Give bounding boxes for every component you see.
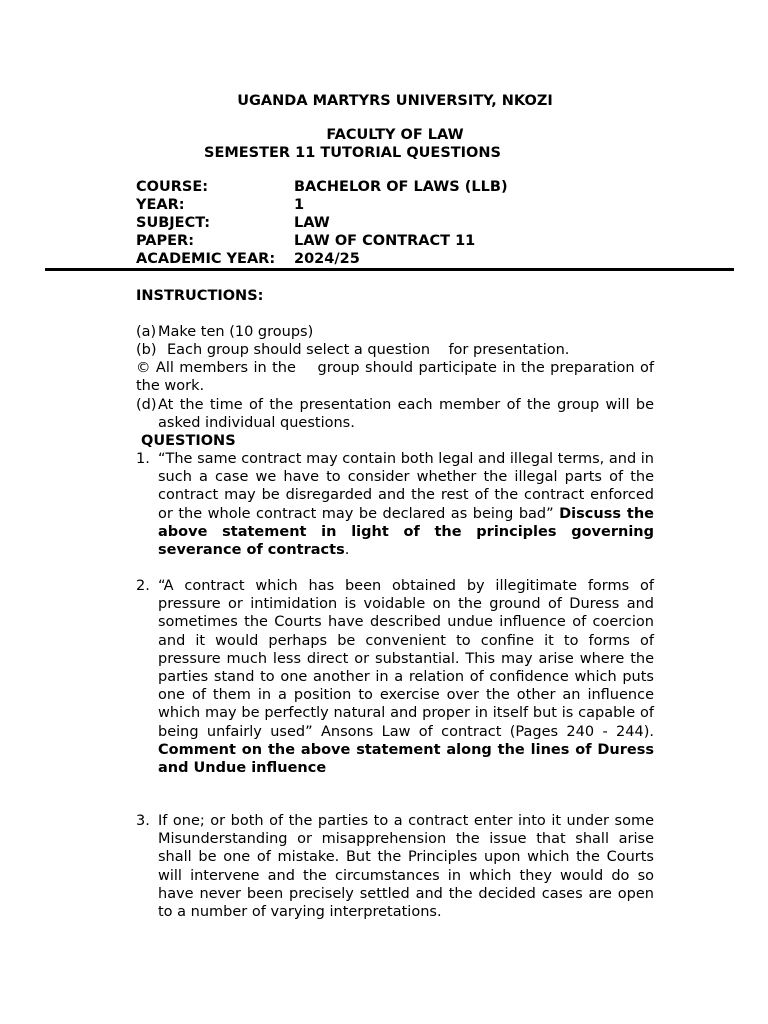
question-2-text: “A contract which has been obtained by illegitimate forms of pressure or intimidation is voidable on the ground of Duress and sometimes the Courts have described undue influence of coercion and it would perhaps be convenient to confine it to forms of pressure much less direct or substantial. This may arise where the parties stand to one another in a relation of confidence which puts one of them in a position to exercise over the other an influence which may be perfectly natural and proper in itself but is capable of being unfairly used” Ansons Law of contract (Pages 240 - 244). <box>158 578 654 740</box>
question-1-number: 1. <box>136 451 150 467</box>
course-value: BACHELOR OF LAWS (LLB) <box>294 179 508 195</box>
year-value: 1 <box>294 197 305 213</box>
question-2 <box>158 577 654 777</box>
instruction-text-a: Make ten (10 groups) <box>158 324 314 340</box>
academic-year-value: 2024/25 <box>294 251 360 267</box>
question-3 <box>158 812 654 921</box>
question-1-task-suffix: . <box>344 542 350 559</box>
instruction-marker-a: (a) <box>136 324 157 340</box>
year-label: YEAR: <box>136 197 185 213</box>
question-2-number: 2. <box>136 578 150 594</box>
instruction-marker-c: © <box>136 360 151 376</box>
subject-value: LAW <box>294 215 330 231</box>
header-divider <box>45 268 734 271</box>
question-1 <box>158 450 654 559</box>
course-label: COURSE: <box>136 179 209 195</box>
paper-value: LAW OF CONTRACT 11 <box>294 233 476 249</box>
faculty-name: FACULTY OF LAW <box>326 127 464 143</box>
paper-label: PAPER: <box>136 233 195 249</box>
semester-title: SEMESTER 11 TUTORIAL QUESTIONS <box>204 145 501 161</box>
instruction-marker-b: (b) <box>136 342 157 358</box>
question-1-task: Discuss the above statement in light of the principles governing severance of contracts <box>158 505 654 559</box>
instruction-text-b: Each group should select a question for presentation. <box>167 342 570 358</box>
instructions-heading: INSTRUCTIONS: <box>136 288 264 304</box>
question-3-number: 3. <box>136 813 150 829</box>
instruction-marker-d: (d) <box>136 397 157 413</box>
questions-heading: QUESTIONS <box>141 433 236 449</box>
instruction-c <box>136 359 659 395</box>
instruction-text-c: All members in the group should participate in the preparation of the work. <box>136 360 659 395</box>
instruction-text-d: At the time of the presentation each member of the group will be asked individual questions. <box>158 397 654 432</box>
subject-label: SUBJECT: <box>136 215 211 231</box>
question-1-text: “The same contract may contain both legal and illegal terms, and in such a case we have to consider whether the illegal parts of the contract may be disregarded and the rest of the contract enforced or the whole contract may be declared as being bad” <box>158 451 654 522</box>
question-3-text: If one; or both of the parties to a contract enter into it under some Misunderstanding or misapprehension the issue that shall arise shall be one of mistake. But the Principles upon which the Courts will intervene and the circumstances in which they would do so have never been precisely settled and the decided cases are open to a number of varying interpretations. <box>158 813 654 921</box>
academic-year-label: ACADEMIC YEAR: <box>136 251 276 267</box>
question-2-task: Comment on the above statement along the lines of Duress and Undue influence <box>158 741 654 777</box>
university-name: UGANDA MARTYRS UNIVERSITY, NKOZI <box>237 93 553 109</box>
